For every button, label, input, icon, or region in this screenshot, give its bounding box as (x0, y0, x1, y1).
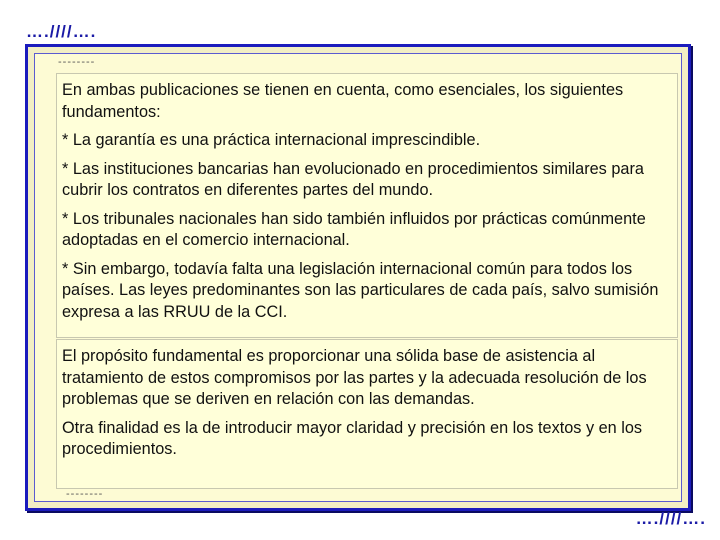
purpose-text-box (56, 339, 678, 489)
paragraph-banks: * Las instituciones bancarias han evolucionado en procedimientos similares para cubrir los contratos en diferentes partes del mundo. (62, 159, 644, 199)
corner-decoration-bottom-right: ….////…. (635, 509, 706, 528)
dotted-marker-bottom: -------- (66, 488, 104, 500)
paragraph-guarantee: * La garantía es una práctica internacional imprescindible. (62, 131, 481, 149)
fundamentals-text-box (56, 73, 678, 338)
paragraph-courts: * Los tribunales nacionales han sido también influidos por prácticas comúnmente adoptadas en el comercio internacional. (62, 209, 646, 249)
dotted-marker-top: -------- (58, 56, 96, 68)
paragraph-legislation: * Sin embargo, todavía falta una legislación internacional común para todos los países. Las leyes predominantes son las particulares de cada país, salvo sumisión expresa a las RRUU de la CCI. (62, 259, 659, 321)
corner-decoration-top-left: ….////…. (26, 22, 97, 41)
paragraph-other-goal: Otra finalidad es la de introducir mayor claridad y precisión en los textos y en los procedimientos. (62, 418, 643, 458)
paragraph-purpose: El propósito fundamental es proporcionar una sólida base de asistencia al tratamiento de estos compromisos por las partes y la adecuada resolución de los problemas que se deriven en relación con las demandas. (62, 347, 647, 408)
paragraph-intro: En ambas publicaciones se tienen en cuenta, como esenciales, los siguientes fundamentos: (62, 81, 624, 121)
